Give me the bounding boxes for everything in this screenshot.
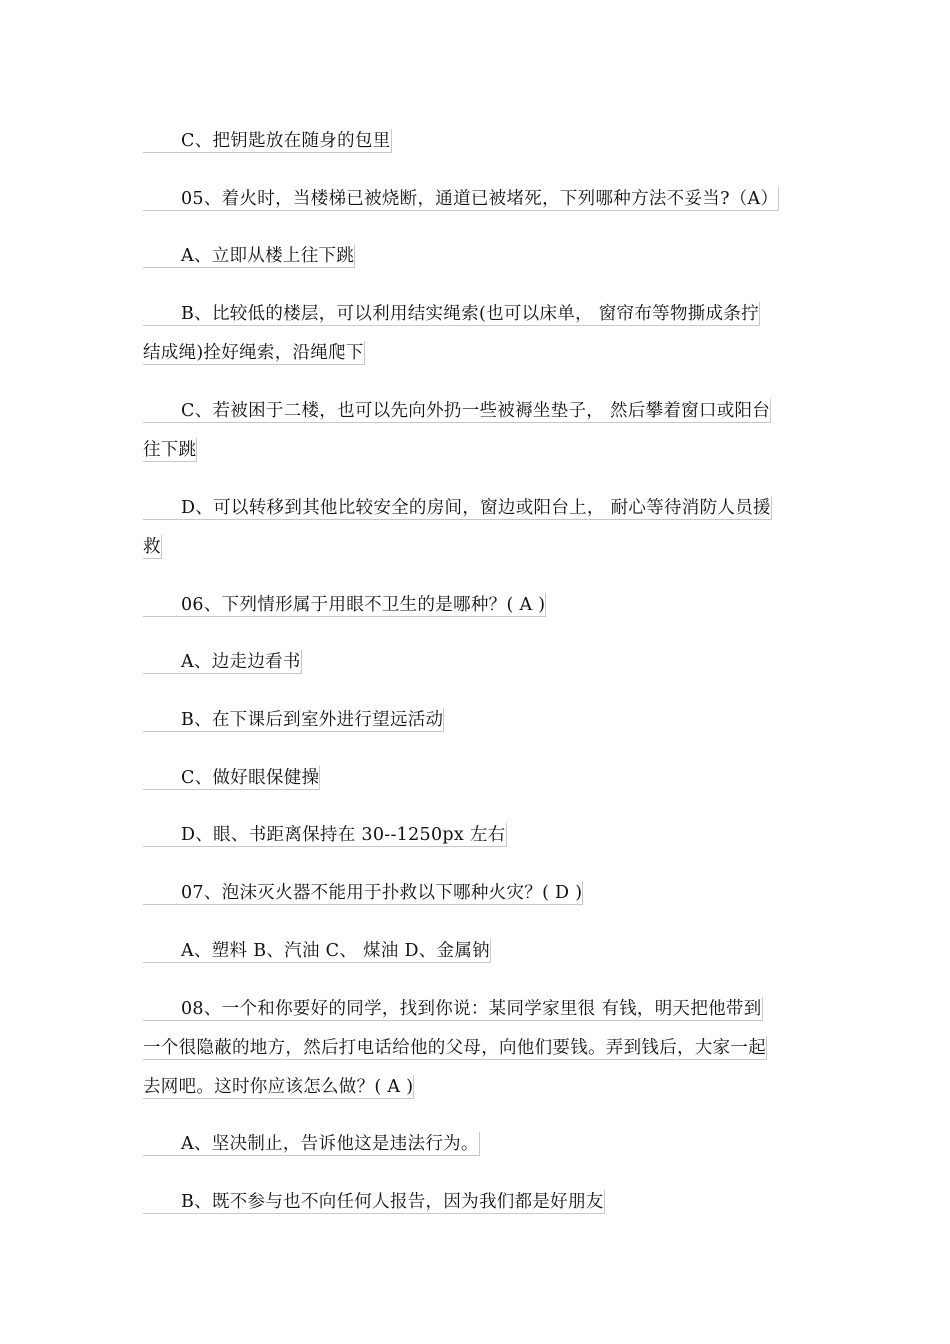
option-line: C、若被困于二楼，也可以先向外扔一些被褥坐垫子， 然后攀着窗口或阳台 (143, 399, 771, 423)
option-line: D、可以转移到其他比较安全的房间，窗边或阳台上， 耐心等待消防人员援 (143, 496, 772, 520)
option-line-continued: 救 (143, 537, 161, 557)
option-line: B、比较低的楼层，可以利用结实绳索(也可以床单， 窗帘布等物撕成条拧 (143, 302, 760, 326)
option-line: A、塑料 B、汽油 C、 煤油 D、金属钠 (143, 939, 491, 963)
question-line: 08、一个和你要好的同学，找到你说：某同学家里很 有钱，明天把他带到 (143, 997, 763, 1021)
option-line: B、既不参与也不向任何人报告，因为我们都是好朋友 (143, 1190, 605, 1214)
option-line: A、坚决制止，告诉他这是违法行为。 (143, 1132, 480, 1156)
question-line-continued: 去网吧。这时你应该怎么做？( A ) (143, 1077, 414, 1097)
option-line-continued: 结成绳)拴好绳索，沿绳爬下 (143, 343, 364, 363)
option-line: D、眼、书距离保持在 30--1250px 左右 (143, 823, 507, 847)
option-line: C、做好眼保健操 (143, 766, 320, 790)
option-line: A、立即从楼上往下跳 (143, 244, 355, 268)
option-line: B、在下课后到室外进行望远活动 (143, 708, 444, 732)
option-line: C、把钥匙放在随身的包里 (143, 129, 392, 153)
option-line-continued: 往下跳 (143, 440, 197, 460)
option-line: A、边走边看书 (143, 650, 302, 674)
question-line: 07、泡沫灭火器不能用于扑救以下哪种火灾？( D ) (143, 881, 583, 905)
question-line: 05、着火时，当楼梯已被烧断，通道已被堵死，下列哪种方法不妥当?（A） (143, 187, 779, 211)
question-line-continued: 一个很隐蔽的地方，然后打电话给他的父母，向他们要钱。弄到钱后，大家一起 (143, 1038, 766, 1058)
question-line: 06、下列情形属于用眼不卫生的是哪种？( A ) (143, 593, 546, 617)
